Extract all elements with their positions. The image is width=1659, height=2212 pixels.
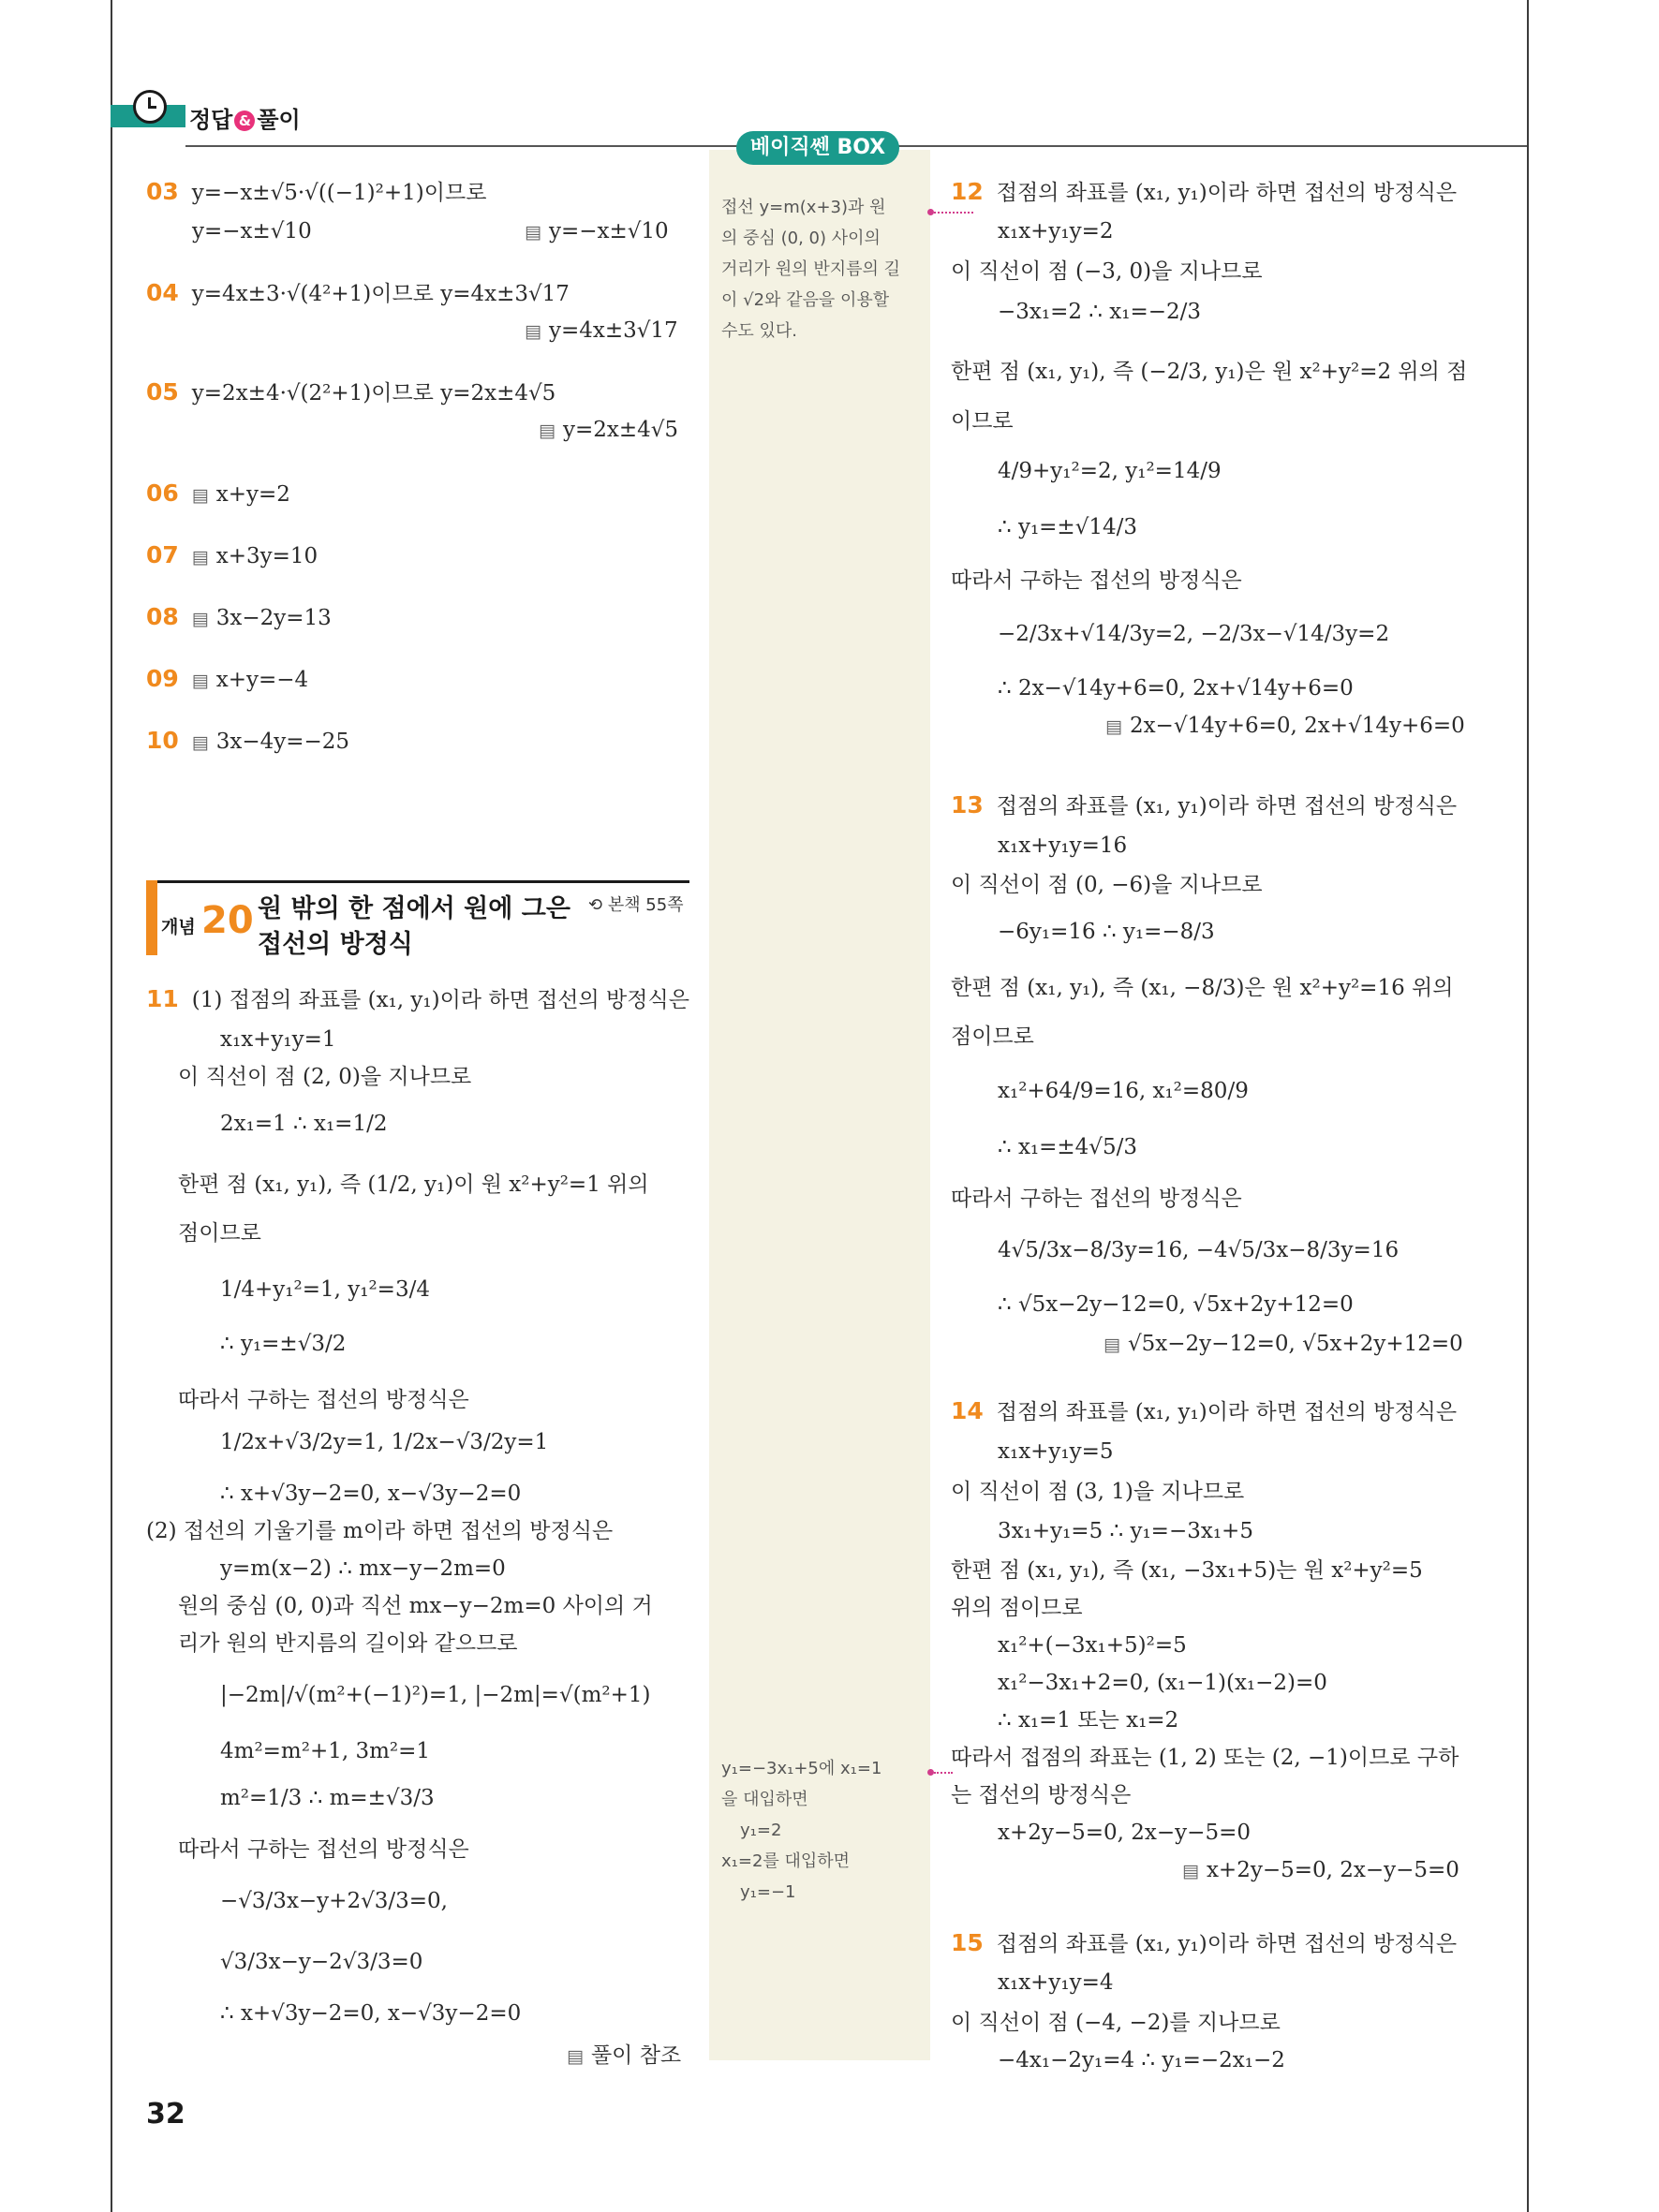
problem-number: 07 <box>146 541 179 568</box>
math-text: 원의 중심 (0, 0)과 직선 mx−y−2m=0 사이의 거 <box>178 1594 653 1618</box>
text-line <box>178 1219 261 1247</box>
text-line <box>951 791 1457 820</box>
math-text: 3x₁+y₁=5 ∴ y₁=−3x₁+5 <box>998 1519 1253 1543</box>
page-frame-left <box>111 0 112 2212</box>
math-text: x₁x+y₁y=5 <box>998 1439 1114 1464</box>
header-title-part1: 정답 <box>189 107 233 133</box>
answer: ▤ 풀이 참조 <box>567 2043 681 2068</box>
answer: ▤ x+3y=10 <box>192 544 318 568</box>
section-header <box>189 101 301 134</box>
text-line <box>951 1781 1131 1809</box>
math-text: ∴ √5x−2y−12=0, √5x+2y+12=0 <box>998 1292 1354 1317</box>
text-line <box>146 279 570 308</box>
math-text: ∴ x₁=1 또는 x₁=2 <box>998 1708 1179 1733</box>
text-line <box>951 1023 1034 1051</box>
text-line <box>951 1185 1242 1213</box>
text-line <box>998 2046 1285 2074</box>
math-text: 따라서 구하는 접선의 방정식은 <box>178 1837 469 1862</box>
text-line <box>998 1969 1114 1997</box>
concept-title: 원 밖의 한 점에서 원에 그은 접선의 방정식 <box>258 894 570 959</box>
text-line <box>998 674 1354 702</box>
text-line <box>525 217 669 246</box>
answer: ▤ x+2y−5=0, 2x−y−5=0 <box>1182 1858 1459 1882</box>
page-number: 32 <box>146 2098 185 2131</box>
math-text: 따라서 구하는 접선의 방정식은 <box>951 1187 1242 1211</box>
text-line <box>1104 1330 1463 1359</box>
math-text: x₁x+y₁y=16 <box>998 833 1128 858</box>
text-line <box>998 832 1127 860</box>
text-line <box>220 1276 430 1304</box>
sidebar-badge: 베이직쎈 BOX <box>736 131 899 165</box>
header-title-part2: 풀이 <box>257 107 301 133</box>
link-dot <box>927 1769 934 1776</box>
text-line <box>951 567 1242 595</box>
text-line <box>220 1110 387 1138</box>
math-text: −2/3x+√14/3y=2, −2/3x−√14/3y=2 <box>998 622 1390 646</box>
text-line <box>951 1478 1244 1506</box>
math-text: x₁²−3x₁+2=0, (x₁−1)(x₁−2)=0 <box>998 1671 1327 1695</box>
math-text: 는 접선의 방정식은 <box>951 1783 1132 1807</box>
math-text: x+2y−5=0, 2x−y−5=0 <box>998 1821 1251 1845</box>
ampersand-badge: & <box>234 111 255 131</box>
problem-number: 06 <box>146 479 179 507</box>
sidebar-note-2: y₁=−3x₁+5에 x₁=1 을 대입하면 y₁=2 x₁=2를 대입하면 y₁=−1 <box>721 1759 882 1902</box>
math-text: ∴ y₁=±√3/2 <box>220 1332 347 1356</box>
text-line <box>192 217 312 245</box>
math-text: 이 직선이 점 (0, −6)을 지나므로 <box>951 873 1263 897</box>
math-text: x₁²+(−3x₁+5)²=5 <box>998 1633 1187 1658</box>
text-line <box>146 985 689 1014</box>
math-text: 1/2x+√3/2y=1, 1/2x−√3/2y=1 <box>220 1430 549 1454</box>
text-line <box>951 178 1457 207</box>
math-text: x₁x+y₁y=2 <box>998 219 1114 243</box>
text-line <box>146 378 555 407</box>
math-text: 접점의 좌표를 (x₁, y₁)이라 하면 접선의 방정식은 <box>996 181 1458 205</box>
text-line <box>146 1517 613 1545</box>
text-line <box>567 2042 681 2071</box>
text-line <box>951 871 1263 899</box>
math-text: −4x₁−2y₁=4 ∴ y₁=−2x₁−2 <box>998 2048 1285 2072</box>
math-text: 이 직선이 점 (−3, 0)을 지나므로 <box>951 259 1263 284</box>
concept-reference: ⟲ 본책 55쪽 <box>588 895 684 915</box>
text-line <box>146 541 318 571</box>
answer: ▤ x+y=−4 <box>192 668 308 692</box>
text-line <box>1105 712 1465 741</box>
text-line <box>220 1555 506 1583</box>
math-text: 리가 원의 반지름의 길이와 같으므로 <box>178 1631 518 1656</box>
text-line <box>998 620 1389 648</box>
answer: ▤ y=2x±4√5 <box>539 418 678 442</box>
text-line <box>178 1386 469 1414</box>
math-text: −√3/3x−y+2√3/3=0, <box>220 1889 448 1913</box>
math-text: 4m²=m²+1, 3m²=1 <box>220 1739 431 1763</box>
text-line <box>998 918 1215 946</box>
answer: ▤ x+y=2 <box>192 482 290 507</box>
concept-number: 20 <box>201 899 254 942</box>
concept-accent <box>146 880 157 955</box>
text-line <box>539 416 678 445</box>
link-line <box>934 1772 953 1776</box>
math-text: y=4x±3·√(4²+1)이므로 y=4x±3√17 <box>191 282 570 306</box>
text-line <box>220 1025 336 1054</box>
problem-number: 11 <box>146 985 179 1012</box>
text-line <box>951 1397 1457 1426</box>
math-text: x₁x+y₁y=4 <box>998 1970 1114 1995</box>
math-text: |−2m|/√(m²+(−1)²)=1, |−2m|=√(m²+1) <box>220 1683 651 1707</box>
text-line <box>998 1517 1253 1545</box>
answer: ▤ y=−x±√10 <box>525 219 669 243</box>
math-text: 이 직선이 점 (2, 0)을 지나므로 <box>178 1065 472 1089</box>
text-line <box>998 217 1114 245</box>
math-text: y=−x±√10 <box>192 219 312 243</box>
answer: ▤ y=4x±3√17 <box>525 318 678 343</box>
problem-number: 12 <box>951 178 984 205</box>
math-text: y=m(x−2) ∴ mx−y−2m=0 <box>220 1556 506 1581</box>
text-line <box>998 1819 1251 1847</box>
math-text: x₁²+64/9=16, x₁²=80/9 <box>998 1079 1249 1103</box>
math-text: 이므로 <box>951 409 1014 434</box>
math-text: m²=1/3 ∴ m=±√3/3 <box>220 1786 435 1810</box>
math-text: 따라서 구하는 접선의 방정식은 <box>178 1388 469 1412</box>
text-line <box>220 1948 422 1976</box>
answer: ▤ 3x−2y=13 <box>192 606 332 630</box>
text-line <box>951 1744 1459 1772</box>
sidebar-note-1: 접선 y=m(x+3)과 원 의 중심 (0, 0) 사이의 거리가 원의 반지름의 길 이 √2와 같음을 이용할 수도 있다. <box>721 198 901 341</box>
text-line <box>178 1592 653 1620</box>
math-text: 점이므로 <box>178 1221 261 1246</box>
text-line <box>220 1330 346 1358</box>
text-line <box>178 1171 649 1199</box>
text-line <box>998 1236 1399 1264</box>
text-line <box>951 974 1453 1002</box>
text-line <box>998 1290 1354 1319</box>
math-text: −6y₁=16 ∴ y₁=−8/3 <box>998 920 1215 944</box>
math-text: (2) 접선의 기울기를 m이라 하면 접선의 방정식은 <box>146 1519 614 1543</box>
problem-number: 08 <box>146 603 179 630</box>
math-text: 2x₁=1 ∴ x₁=1/2 <box>220 1112 388 1136</box>
math-text: 위의 점이므로 <box>951 1596 1083 1620</box>
text-line <box>951 1594 1083 1622</box>
text-line <box>998 298 1201 326</box>
math-text: ∴ x+√3y−2=0, x−√3y−2=0 <box>220 1482 522 1506</box>
text-line <box>1182 1856 1459 1885</box>
problem-number: 04 <box>146 279 179 306</box>
text-line <box>220 1737 430 1765</box>
problem-number: 15 <box>951 1929 984 1956</box>
text-line <box>998 1438 1114 1466</box>
problem-number: 10 <box>146 727 179 754</box>
math-text: 따라서 구하는 접선의 방정식은 <box>951 568 1242 593</box>
math-text: 따라서 접점의 좌표는 (1, 2) 또는 (2, −1)이므로 구하 <box>951 1746 1459 1770</box>
clock-icon <box>133 90 167 124</box>
math-text: −3x₁=2 ∴ x₁=−2/3 <box>998 300 1202 324</box>
math-text: 이 직선이 점 (−4, −2)를 지나므로 <box>951 2011 1281 2035</box>
math-text: 1/4+y₁²=1, y₁²=3/4 <box>220 1277 430 1302</box>
text-line <box>525 317 678 346</box>
text-line <box>998 457 1222 485</box>
math-text: ∴ y₁=±√14/3 <box>998 515 1138 539</box>
text-line <box>178 1630 518 1658</box>
text-line <box>146 178 486 207</box>
text-line <box>220 1428 548 1456</box>
math-text: √3/3x−y−2√3/3=0 <box>220 1950 423 1974</box>
link-dot <box>927 209 934 215</box>
text-line <box>998 1631 1187 1659</box>
math-text: 접점의 좌표를 (x₁, y₁)이라 하면 접선의 방정식은 <box>996 1400 1458 1424</box>
problem-number: 14 <box>951 1397 984 1424</box>
math-text: y=−x±√5·√((−1)²+1)이므로 <box>191 181 487 205</box>
text-line <box>220 1681 650 1709</box>
concept-label: 개념 <box>161 917 196 937</box>
problem-number: 13 <box>951 791 984 818</box>
text-line <box>951 407 1014 435</box>
problem-number: 09 <box>146 665 179 692</box>
text-line <box>220 1887 448 1915</box>
text-line <box>951 1556 1423 1585</box>
text-line <box>951 2009 1281 2037</box>
text-line <box>178 1836 469 1864</box>
text-line <box>146 727 349 757</box>
math-text: 4√5/3x−8/3y=16, −4√5/3x−8/3y=16 <box>998 1238 1400 1262</box>
answer: ▤ √5x−2y−12=0, √5x+2y+12=0 <box>1104 1332 1463 1356</box>
text-line <box>220 1480 521 1508</box>
text-line <box>998 1133 1137 1161</box>
math-text: (1) 접점의 좌표를 (x₁, y₁)이라 하면 접선의 방정식은 <box>191 988 689 1012</box>
math-text: 한편 점 (x₁, y₁), 즉 (x₁, −8/3)은 원 x²+y²=16 위의 <box>951 976 1454 1000</box>
text-line <box>220 1999 521 2028</box>
text-line <box>146 603 332 633</box>
concept-rule <box>146 880 689 883</box>
text-line <box>178 1063 471 1091</box>
math-text: x₁x+y₁y=1 <box>220 1027 336 1052</box>
math-text: ∴ 2x−√14y+6=0, 2x+√14y+6=0 <box>998 676 1354 700</box>
text-line <box>998 1669 1327 1697</box>
math-text: 접점의 좌표를 (x₁, y₁)이라 하면 접선의 방정식은 <box>996 1932 1458 1956</box>
answer: ▤ 3x−4y=−25 <box>192 730 349 754</box>
text-line <box>998 1706 1178 1734</box>
text-line <box>220 1784 435 1812</box>
text-line <box>951 258 1263 286</box>
text-line <box>146 479 290 509</box>
math-text: 접점의 좌표를 (x₁, y₁)이라 하면 접선의 방정식은 <box>996 794 1458 818</box>
math-text: ∴ x₁=±4√5/3 <box>998 1135 1137 1159</box>
math-text: y=2x±4·√(2²+1)이므로 y=2x±4√5 <box>191 381 556 406</box>
answer: ▤ 2x−√14y+6=0, 2x+√14y+6=0 <box>1105 714 1465 738</box>
text-line <box>951 358 1467 386</box>
math-text: ∴ x+√3y−2=0, x−√3y−2=0 <box>220 2001 522 2026</box>
page-frame-right <box>1527 0 1529 2212</box>
problem-number: 05 <box>146 378 179 406</box>
math-text: 한편 점 (x₁, y₁), 즉 (x₁, −3x₁+5)는 원 x²+y²=5 <box>951 1558 1423 1583</box>
math-text: 4/9+y₁²=2, y₁²=14/9 <box>998 459 1222 483</box>
math-text: 한편 점 (x₁, y₁), 즉 (−2/3, y₁)은 원 x²+y²=2 위의 점 <box>951 360 1468 384</box>
text-line <box>998 513 1137 541</box>
problem-number: 03 <box>146 178 179 205</box>
text-line <box>998 1077 1249 1105</box>
math-text: 점이므로 <box>951 1025 1034 1049</box>
text-line <box>951 1929 1457 1958</box>
link-line <box>934 212 973 215</box>
math-text: 이 직선이 점 (3, 1)을 지나므로 <box>951 1480 1245 1504</box>
math-text: 한편 점 (x₁, y₁), 즉 (1/2, y₁)이 원 x²+y²=1 위의 <box>178 1172 649 1197</box>
text-line <box>146 665 308 695</box>
